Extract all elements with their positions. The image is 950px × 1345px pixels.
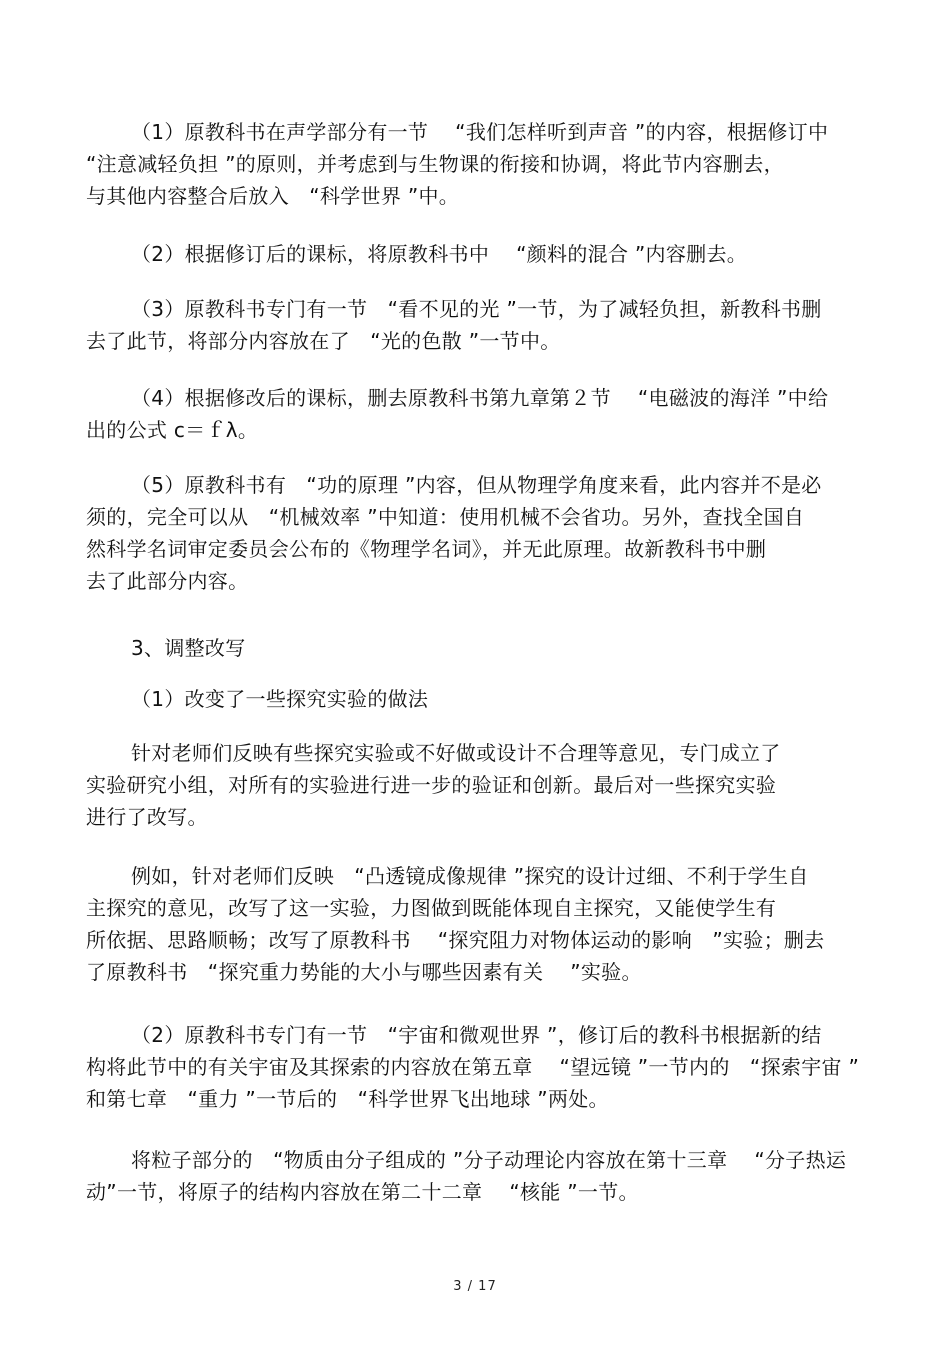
- text-line: （1）原教科书在声学部分有一节 “我们怎样听到声音 ”的内容，根据修订中: [131, 120, 829, 144]
- text-line: 针对老师们反映有些探究实验或不好做或设计不合理等意见，专门成立了: [131, 741, 781, 765]
- text-line: 了原教科书 “探究重力势能的大小与哪些因素有关 ”实验。: [86, 960, 642, 984]
- text-line: 须的，完全可以从 “机械效率 ”中知道：使用机械不会省功。另外，查找全国自: [86, 505, 805, 529]
- section-heading-text: 3、调整改写: [131, 636, 246, 660]
- section-heading: [86, 632, 876, 664]
- page-number: 3 / 17: [453, 1279, 497, 1294]
- paragraph-acoustics: [86, 116, 876, 212]
- text-line: “注意减轻负担 ”的原则，并考虑到与生物课的衔接和协调，将此节内容删去，: [86, 152, 784, 176]
- text-line: （2）根据修订后的课标，将原教科书中 “颜料的混合 ”内容删去。: [131, 242, 748, 266]
- paragraph-pigment: [86, 238, 876, 270]
- subsection-heading-text: （1）改变了一些探究实验的做法: [131, 687, 429, 711]
- text-line: 所依据、思路顺畅；改写了原教科书 “探究阻力对物体运动的影响 ”实验；删去: [86, 928, 825, 952]
- text-line: 出的公式 c＝ｆλ。: [86, 418, 259, 442]
- text-line: 然科学名词审定委员会公布的《物理学名词》，并无此原理。故新教科书中删: [86, 537, 767, 561]
- paragraph-invisible-light: [86, 293, 876, 357]
- text-line: 去了此节，将部分内容放在了 “光的色散 ”一节中。: [86, 329, 561, 353]
- text-line: 例如，针对老师们反映 “凸透镜成像规律 ”探究的设计过细、不利于学生自: [131, 864, 809, 888]
- text-line: 进行了改写。: [86, 805, 208, 829]
- text-line: 构将此节中的有关宇宙及其探索的内容放在第五章 “望远镜 ”一节内的 “探索宇宙 ”: [86, 1055, 860, 1079]
- text-line: （3）原教科书专门有一节 “看不见的光 ”一节，为了减轻负担，新教科书删: [131, 297, 822, 321]
- text-line: 主探究的意见，改写了这一实验，力图做到既能体现自主探究，又能使学生有: [86, 896, 777, 920]
- text-line: 动”一节，将原子的结构内容放在第二十二章 “核能 ”一节。: [86, 1180, 639, 1204]
- paragraph-work-principle: [86, 469, 876, 597]
- text-line: （4）根据修改后的课标，删去原教科书第九章第２节 “电磁波的海洋 ”中给: [131, 386, 829, 410]
- text-line: （2）原教科书专门有一节 “宇宙和微观世界 ”，修订后的教科书根据新的结: [131, 1023, 822, 1047]
- text-line: 去了此部分内容。: [86, 569, 249, 593]
- text-line: 和第七章 “重力 ”一节后的 “科学世界飞出地球 ”两处。: [86, 1087, 609, 1111]
- text-line: 实验研究小组，对所有的实验进行进一步的验证和创新。最后对一些探究实验: [86, 773, 777, 797]
- paragraph-particles: [86, 1144, 876, 1208]
- text-line: 与其他内容整合后放入 “科学世界 ”中。: [86, 184, 460, 208]
- paragraph-example: [86, 860, 876, 988]
- paragraph-experiment-group: [86, 737, 876, 833]
- paragraph-electromagnetic: [86, 382, 876, 446]
- paragraph-universe: [86, 1019, 876, 1115]
- text-line: （5）原教科书有 “功的原理 ”内容，但从物理学角度来看，此内容并不是必: [131, 473, 822, 497]
- text-line: 将粒子部分的 “物质由分子组成的 ”分子动理论内容放在第十三章 “分子热运: [131, 1148, 847, 1172]
- subsection-heading: [86, 683, 876, 715]
